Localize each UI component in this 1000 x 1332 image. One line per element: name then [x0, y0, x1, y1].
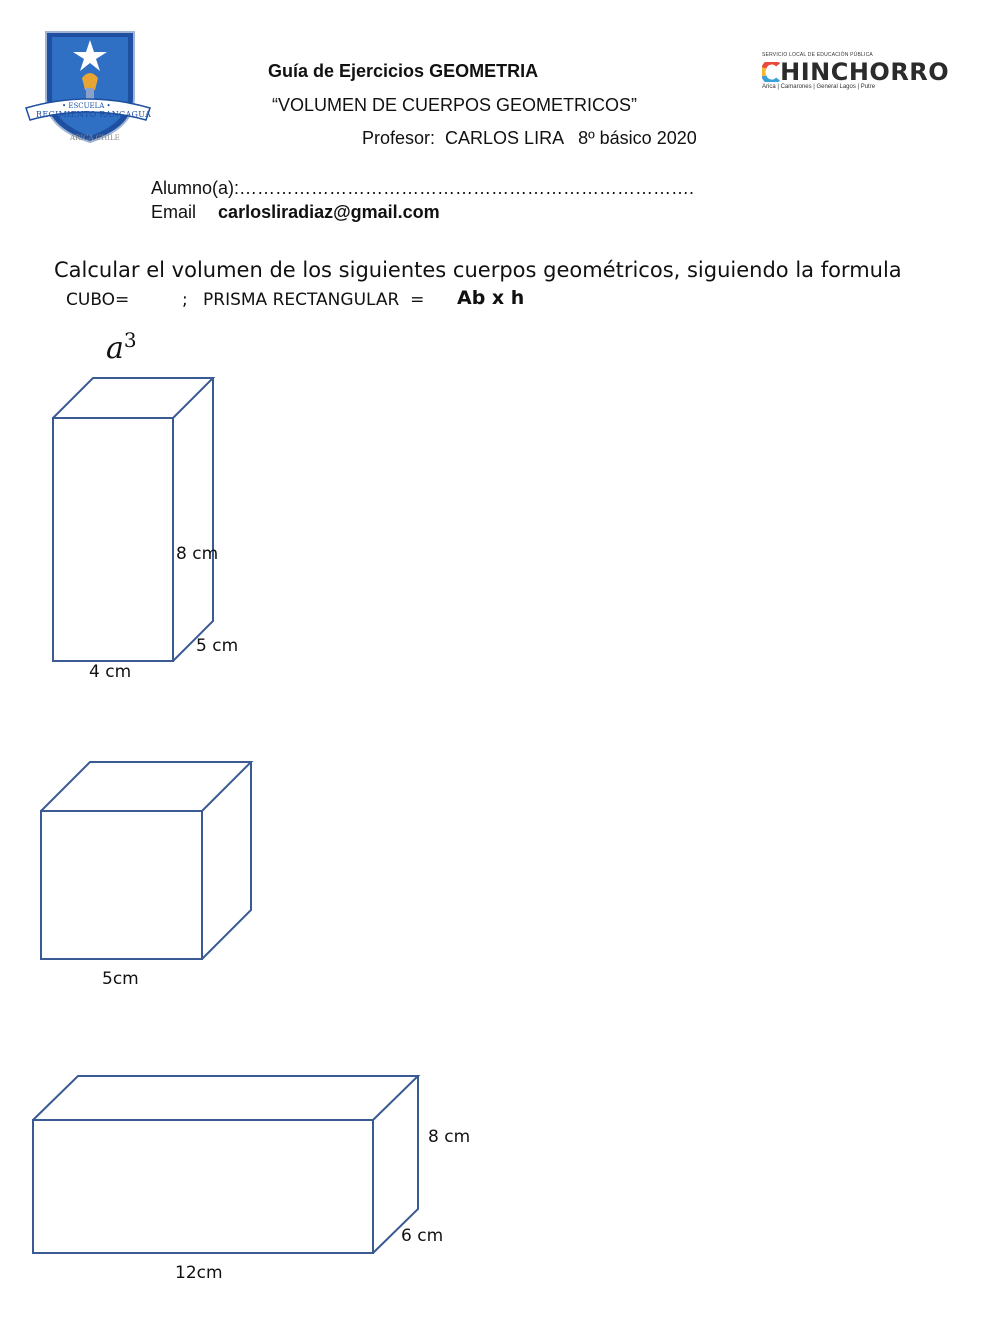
- alumno-field: Alumno(a):………………………………………………………………….: [151, 178, 695, 198]
- prism-1-height-label: 8 cm: [176, 544, 219, 564]
- prism-2-height-label: 8 cm: [428, 1127, 471, 1147]
- prism-2-depth-label: 6 cm: [401, 1226, 444, 1246]
- email-label: Email: [151, 202, 197, 222]
- email-value: carlosliradiaz@gmail.com: [218, 202, 440, 222]
- school-banner-line2: REGIMIENTO RANCAGUA: [36, 110, 152, 119]
- school-city: ARICA CHILE: [70, 134, 120, 142]
- prism-1-width-label: 4 cm: [89, 662, 132, 682]
- guide-title: Guía de Ejercicios GEOMETRIA: [268, 61, 539, 81]
- cube-side-label: 5cm: [102, 969, 139, 989]
- prism-1-shape: [53, 378, 213, 661]
- cubo-formula-base: a: [106, 331, 124, 366]
- guide-subtitle: “VOLUMEN DE CUERPOS GEOMETRICOS”: [272, 95, 638, 115]
- prism-2-width-label: 12cm: [175, 1263, 223, 1283]
- prisma-formula: Ab x h: [457, 287, 525, 309]
- chinchorro-top-text: SERVICIO LOCAL DE EDUCACIÓN PÚBLICA: [762, 52, 873, 58]
- cubo-label: CUBO=: [66, 290, 130, 310]
- chinchorro-tagline: Arica | Camarones | General Lagos | Putre: [762, 84, 876, 90]
- school-banner-line1: • ESCUELA •: [62, 102, 111, 110]
- professor-line: Profesor: CARLOS LIRA 8º básico 2020: [362, 128, 697, 148]
- formula-separator: ;: [182, 290, 188, 310]
- prism-1-depth-label: 5 cm: [196, 636, 239, 656]
- cube-shape: [41, 762, 251, 959]
- instructions-text: Calcular el volumen de los siguientes cuerpos geométricos, siguiendo la formula: [54, 258, 902, 282]
- prism-2-shape: [33, 1076, 418, 1253]
- chinchorro-name-rest: HINCHORRO: [780, 58, 950, 86]
- cubo-formula-exponent: 3: [123, 328, 137, 352]
- prisma-label: PRISMA RECTANGULAR =: [203, 290, 425, 310]
